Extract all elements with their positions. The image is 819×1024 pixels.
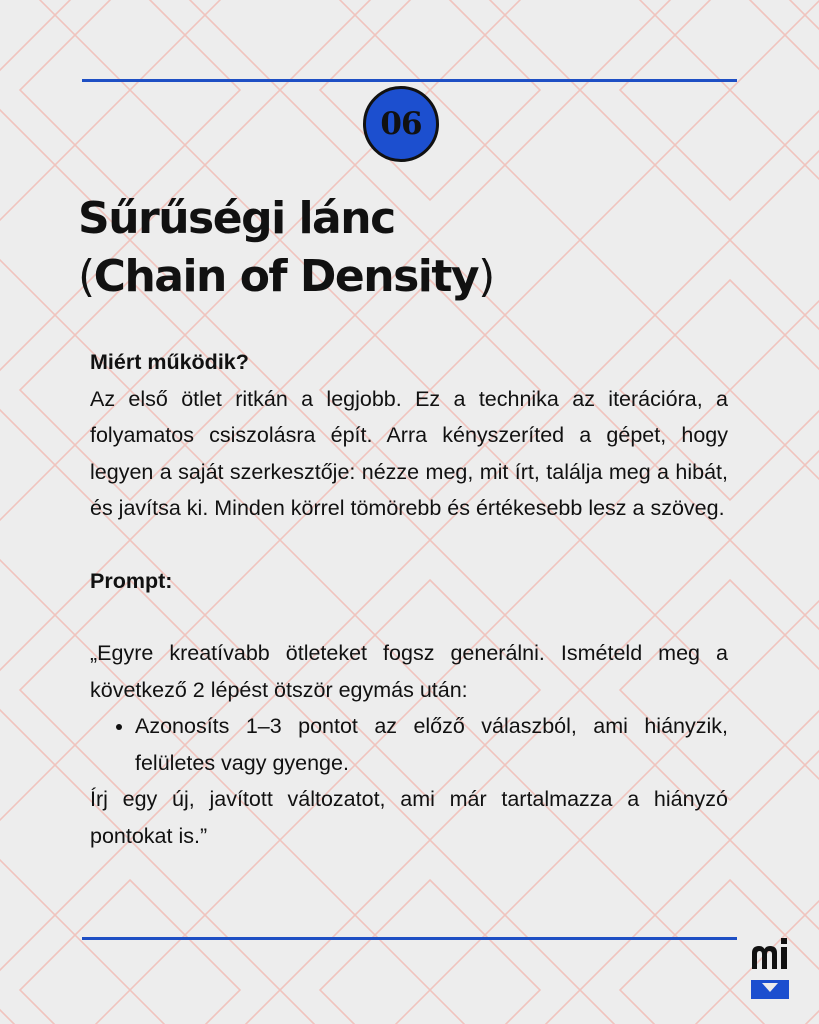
prompt-intro: „Egyre kreatívabb ötleteket fogsz generálni. Ismételd meg a következő 2 lépést ötször egymás után: (90, 641, 728, 702)
page-title (78, 190, 738, 306)
why-heading: Miért működik? (90, 350, 249, 374)
bottom-divider (82, 937, 737, 940)
prompt-outro: Írj egy új, javított változatot, ami már tartalmazza a hiányzó pontokat is.” (90, 787, 728, 848)
step-number-badge (363, 86, 439, 162)
step-number: 06 (380, 106, 422, 142)
brand-logo-icon (749, 937, 791, 1003)
top-divider (82, 79, 737, 82)
title-line-1: Sűrűségi lánc (78, 193, 395, 244)
title-paren-close: ) (478, 251, 494, 302)
why-body: Az első ötlet ritkán a legjobb. Ez a technika az iterációra, a folyamatos csiszolásra épít. Arra kényszeríted a gépet, hogy legyen a saját szerkesztője: nézze meg, mit írt, találja meg a hibát, és javítsa ki. Minden körrel tömörebb és értékesebb lesz a szöveg. (90, 386, 728, 520)
content-body (90, 344, 728, 854)
prompt-bullet-list (90, 708, 728, 781)
list-item: • Azonosíts 1–3 pontot az előző válaszból, ami hiányzik, felületes vagy gyenge. (135, 708, 728, 781)
title-line-2: Chain of Density (93, 251, 479, 302)
title-paren-open: ( (78, 251, 94, 302)
prompt-heading: Prompt: (90, 568, 173, 593)
